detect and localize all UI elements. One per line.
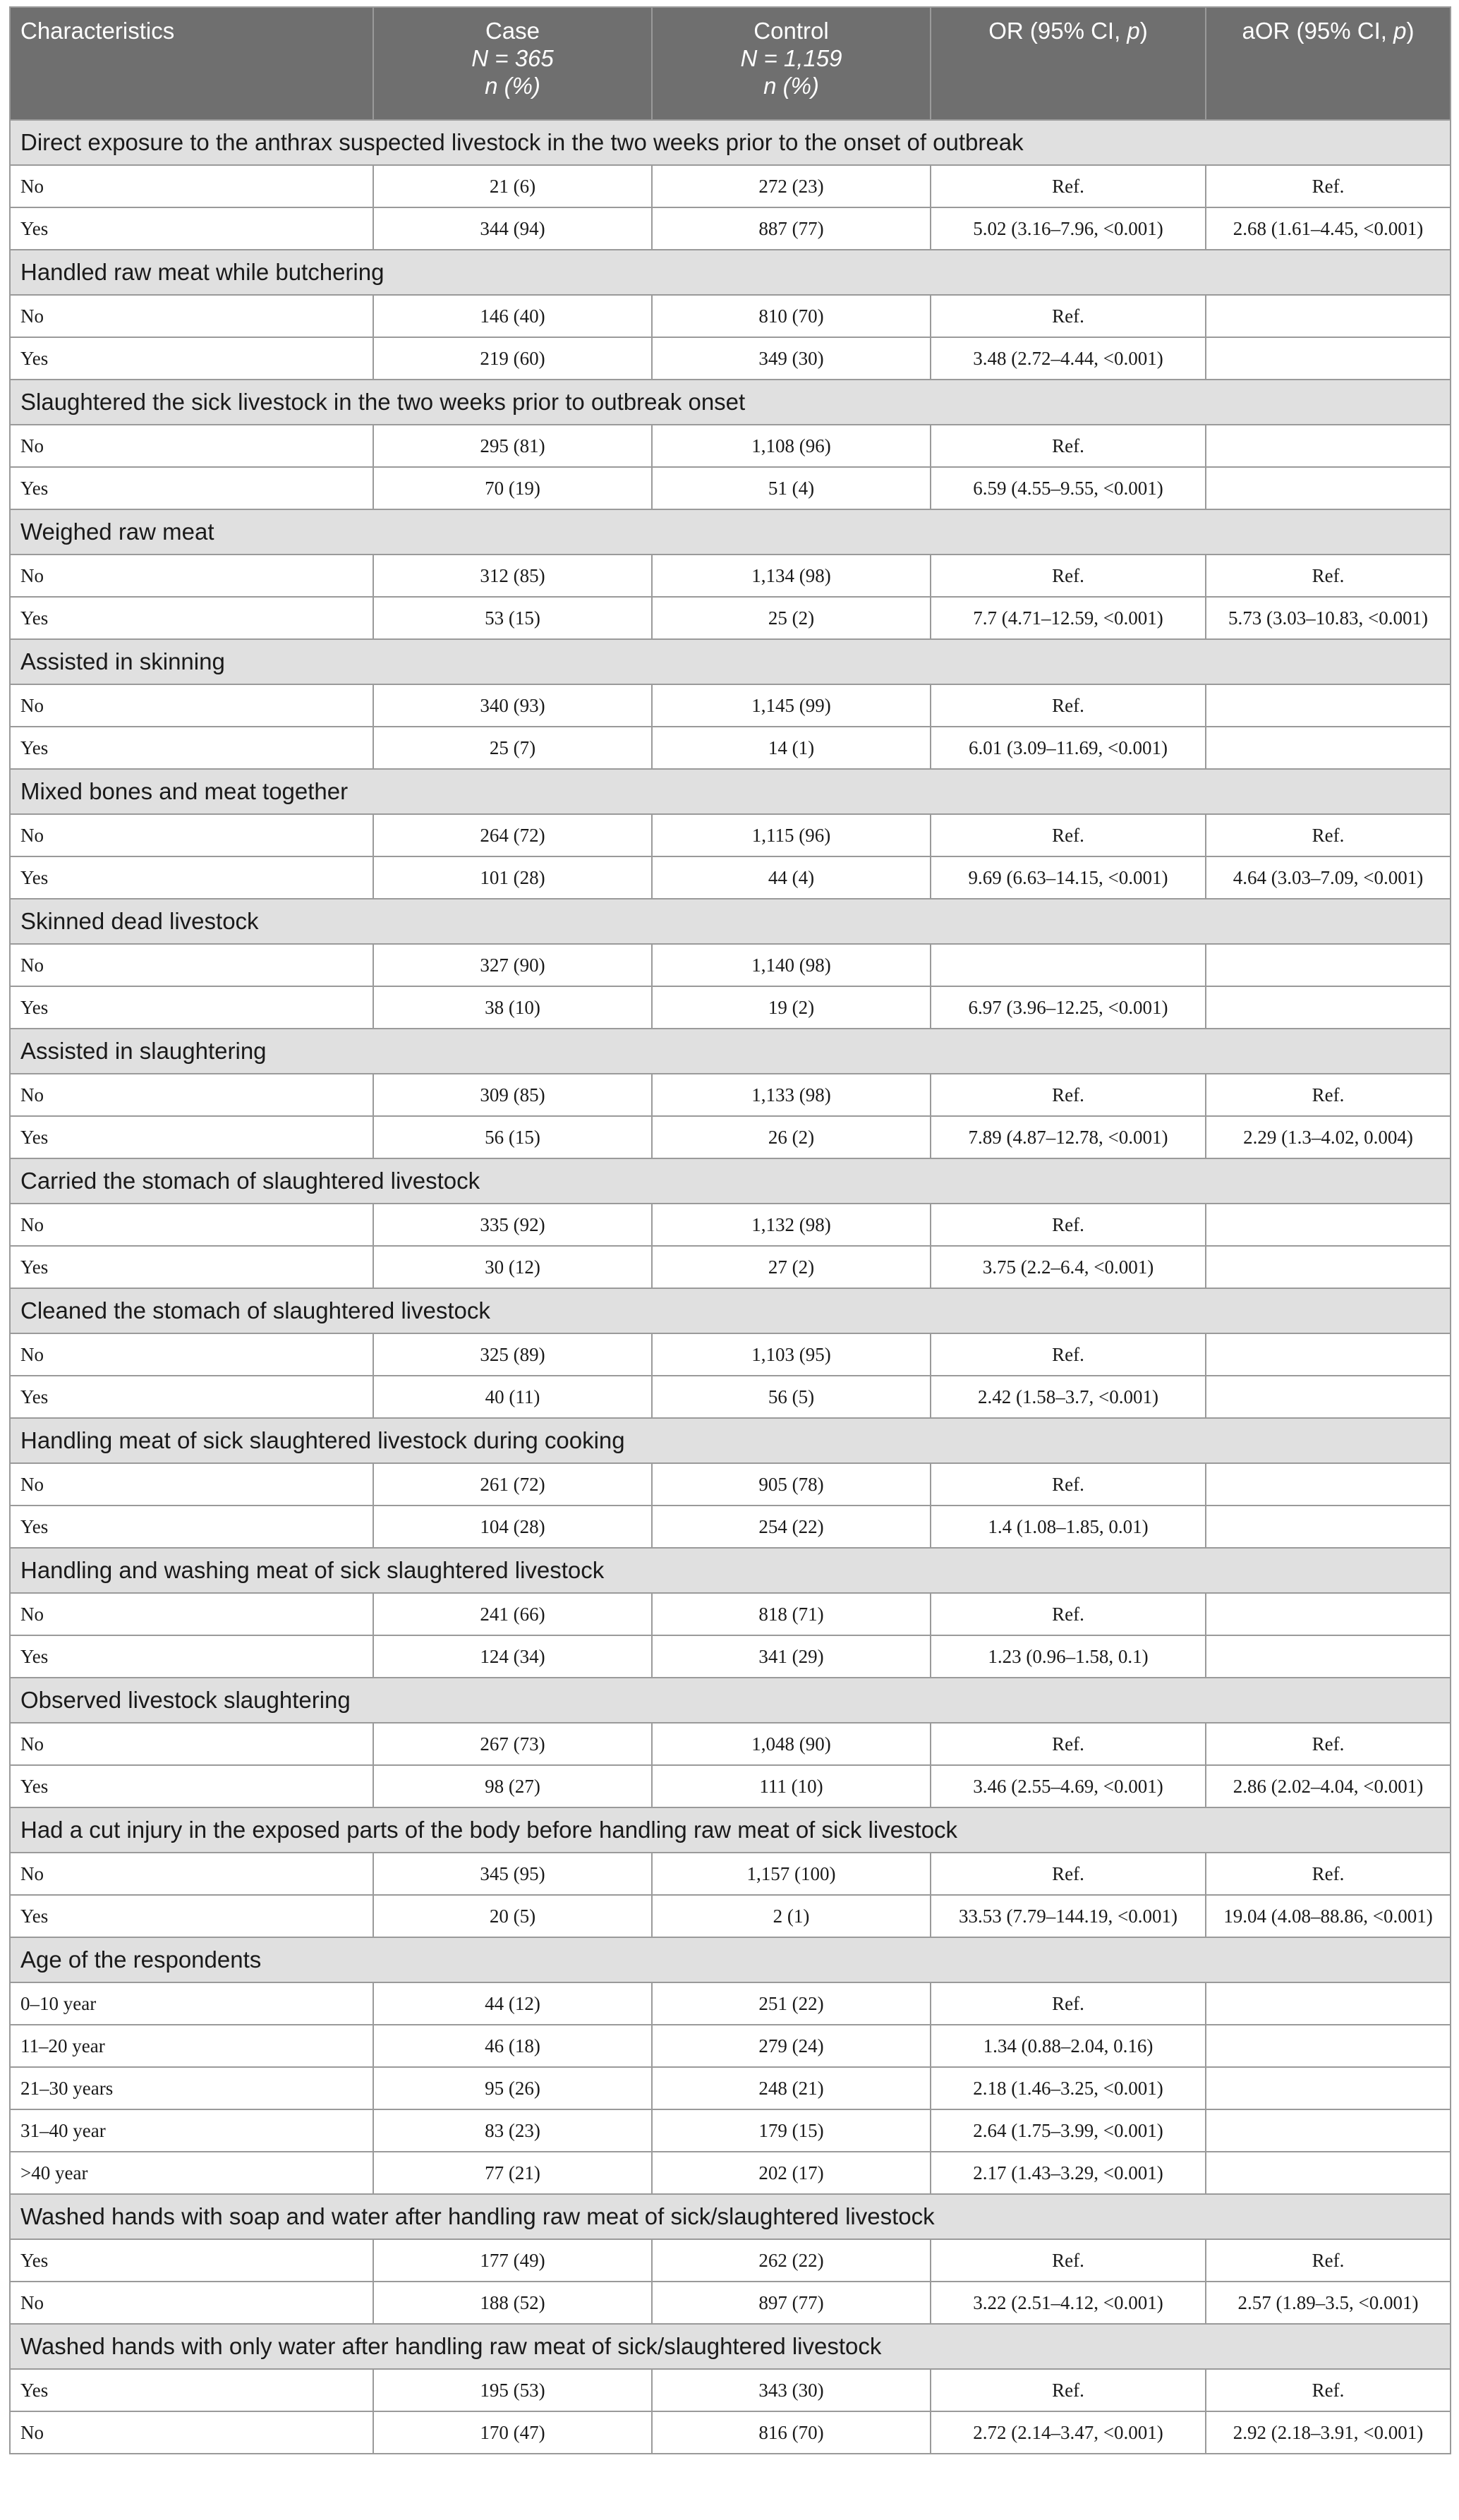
group-header-row — [10, 1029, 1451, 1074]
cell-case: 344 (94) — [373, 207, 652, 250]
cell-label: No — [10, 1074, 373, 1116]
group-header-row — [10, 1937, 1451, 1982]
cell-control: 818 (71) — [652, 1593, 931, 1635]
table-row — [10, 1376, 1451, 1418]
cell-aor: Ref. — [1206, 555, 1451, 597]
cell-aor — [1206, 1333, 1451, 1376]
group-header-row — [10, 1678, 1451, 1723]
cell-case: 264 (72) — [373, 814, 652, 856]
table-body — [10, 120, 1451, 2454]
table-row — [10, 2025, 1451, 2067]
cell-label: No — [10, 555, 373, 597]
group-title: Assisted in skinning — [10, 639, 1451, 684]
cell-aor — [1206, 295, 1451, 337]
table-row — [10, 1853, 1451, 1895]
cell-aor: Ref. — [1206, 2239, 1451, 2282]
cell-case: 20 (5) — [373, 1895, 652, 1937]
header-control — [652, 7, 931, 120]
cell-label: No — [10, 1333, 373, 1376]
cell-or: Ref. — [931, 1853, 1206, 1895]
cell-control: 279 (24) — [652, 2025, 931, 2067]
cell-label: No — [10, 165, 373, 207]
table-row — [10, 165, 1451, 207]
cell-control: 179 (15) — [652, 2109, 931, 2152]
cell-control: 887 (77) — [652, 207, 931, 250]
table-row — [10, 2239, 1451, 2282]
cell-aor — [1206, 467, 1451, 509]
cell-aor — [1206, 1246, 1451, 1288]
cell-control: 1,108 (96) — [652, 425, 931, 467]
cell-aor — [1206, 1463, 1451, 1506]
cell-aor — [1206, 684, 1451, 727]
cell-case: 98 (27) — [373, 1765, 652, 1807]
table-row — [10, 2369, 1451, 2411]
cell-control: 56 (5) — [652, 1376, 931, 1418]
cell-or: Ref. — [931, 1074, 1206, 1116]
cell-aor: Ref. — [1206, 1723, 1451, 1765]
group-title: Direct exposure to the anthrax suspected livestock in the two weeks prior to the onset of outbreak — [10, 120, 1451, 165]
cell-case: 25 (7) — [373, 727, 652, 769]
cell-or: 1.23 (0.96–1.58, 0.1) — [931, 1635, 1206, 1678]
cell-control: 1,103 (95) — [652, 1333, 931, 1376]
cell-or: 3.48 (2.72–4.44, <0.001) — [931, 337, 1206, 380]
cell-case: 53 (15) — [373, 597, 652, 639]
cell-case: 30 (12) — [373, 1246, 652, 1288]
cell-aor — [1206, 1204, 1451, 1246]
group-title: Washed hands with only water after handling raw meat of sick/slaughtered livestock — [10, 2324, 1451, 2369]
table-row — [10, 1116, 1451, 1158]
group-title: Weighed raw meat — [10, 509, 1451, 555]
table-row — [10, 1635, 1451, 1678]
table-row — [10, 1723, 1451, 1765]
cell-or: 1.4 (1.08–1.85, 0.01) — [931, 1506, 1206, 1548]
cell-or: Ref. — [931, 1463, 1206, 1506]
header-row — [10, 7, 1451, 120]
cell-label: 11–20 year — [10, 2025, 373, 2067]
group-header-row — [10, 509, 1451, 555]
cell-label: No — [10, 1204, 373, 1246]
group-header-row — [10, 380, 1451, 425]
cell-control: 341 (29) — [652, 1635, 931, 1678]
cell-control: 905 (78) — [652, 1463, 931, 1506]
cell-case: 261 (72) — [373, 1463, 652, 1506]
table-row — [10, 1982, 1451, 2025]
cell-label: 31–40 year — [10, 2109, 373, 2152]
cell-aor — [1206, 2152, 1451, 2194]
cell-aor: 2.68 (1.61–4.45, <0.001) — [1206, 207, 1451, 250]
table-row — [10, 1895, 1451, 1937]
cell-label: No — [10, 1593, 373, 1635]
cell-case: 295 (81) — [373, 425, 652, 467]
table-row — [10, 207, 1451, 250]
cell-label: Yes — [10, 207, 373, 250]
cell-case: 56 (15) — [373, 1116, 652, 1158]
cell-or: Ref. — [931, 684, 1206, 727]
cell-label: Yes — [10, 597, 373, 639]
table-row — [10, 1333, 1451, 1376]
cell-or: 6.59 (4.55–9.55, <0.001) — [931, 467, 1206, 509]
cell-control: 816 (70) — [652, 2411, 931, 2454]
header-case-n: N = 365 — [471, 44, 554, 71]
cell-aor — [1206, 1376, 1451, 1418]
cell-or: Ref. — [931, 1204, 1206, 1246]
group-title: Mixed bones and meat together — [10, 769, 1451, 814]
table-row — [10, 944, 1451, 986]
cell-aor: 2.92 (2.18–3.91, <0.001) — [1206, 2411, 1451, 2454]
cell-control: 51 (4) — [652, 467, 931, 509]
header-case-unit: n (%) — [485, 72, 540, 99]
group-title: Had a cut injury in the exposed parts of the body before handling raw meat of sick livestock — [10, 1807, 1451, 1853]
cell-aor — [1206, 2025, 1451, 2067]
group-title: Age of the respondents — [10, 1937, 1451, 1982]
cell-control: 251 (22) — [652, 1982, 931, 2025]
cell-aor: Ref. — [1206, 165, 1451, 207]
group-title: Slaughtered the sick livestock in the two weeks prior to outbreak onset — [10, 380, 1451, 425]
cell-aor — [1206, 727, 1451, 769]
risk-factor-table — [9, 6, 1451, 2454]
header-control-n: N = 1,159 — [740, 44, 842, 71]
cell-label: No — [10, 814, 373, 856]
table-row — [10, 727, 1451, 769]
cell-aor: Ref. — [1206, 1074, 1451, 1116]
header-aor: aOR (95% CI, p) — [1206, 7, 1451, 120]
cell-label: Yes — [10, 2369, 373, 2411]
cell-case: 195 (53) — [373, 2369, 652, 2411]
cell-or: Ref. — [931, 1982, 1206, 2025]
group-header-row — [10, 2324, 1451, 2369]
cell-control: 1,133 (98) — [652, 1074, 931, 1116]
group-header-row — [10, 250, 1451, 295]
cell-or: Ref. — [931, 1333, 1206, 1376]
cell-control: 19 (2) — [652, 986, 931, 1029]
cell-or: Ref. — [931, 2239, 1206, 2282]
cell-case: 146 (40) — [373, 295, 652, 337]
cell-label: Yes — [10, 727, 373, 769]
table-row — [10, 2411, 1451, 2454]
cell-aor — [1206, 2109, 1451, 2152]
cell-control: 254 (22) — [652, 1506, 931, 1548]
cell-label: No — [10, 1723, 373, 1765]
cell-label: No — [10, 684, 373, 727]
cell-case: 170 (47) — [373, 2411, 652, 2454]
cell-control: 343 (30) — [652, 2369, 931, 2411]
cell-or: Ref. — [931, 555, 1206, 597]
cell-case: 21 (6) — [373, 165, 652, 207]
cell-case: 345 (95) — [373, 1853, 652, 1895]
header-characteristics: Characteristics — [10, 7, 373, 120]
cell-label: Yes — [10, 1765, 373, 1807]
cell-control: 14 (1) — [652, 727, 931, 769]
cell-case: 327 (90) — [373, 944, 652, 986]
table-row — [10, 1506, 1451, 1548]
cell-label: Yes — [10, 467, 373, 509]
cell-or: Ref. — [931, 1593, 1206, 1635]
table-row — [10, 684, 1451, 727]
table-row — [10, 295, 1451, 337]
cell-case: 44 (12) — [373, 1982, 652, 2025]
table-row — [10, 856, 1451, 899]
cell-case: 219 (60) — [373, 337, 652, 380]
cell-label: Yes — [10, 1895, 373, 1937]
cell-control: 2 (1) — [652, 1895, 931, 1937]
cell-aor — [1206, 425, 1451, 467]
cell-or: 2.64 (1.75–3.99, <0.001) — [931, 2109, 1206, 2152]
group-title: Handled raw meat while butchering — [10, 250, 1451, 295]
cell-case: 70 (19) — [373, 467, 652, 509]
cell-aor — [1206, 1982, 1451, 2025]
cell-case: 309 (85) — [373, 1074, 652, 1116]
group-title: Cleaned the stomach of slaughtered livestock — [10, 1288, 1451, 1333]
cell-case: 340 (93) — [373, 684, 652, 727]
cell-control: 897 (77) — [652, 2282, 931, 2324]
cell-aor — [1206, 1506, 1451, 1548]
cell-case: 188 (52) — [373, 2282, 652, 2324]
cell-label: No — [10, 295, 373, 337]
cell-or: 6.97 (3.96–12.25, <0.001) — [931, 986, 1206, 1029]
cell-label: Yes — [10, 986, 373, 1029]
table-row — [10, 2067, 1451, 2109]
cell-or: 2.42 (1.58–3.7, <0.001) — [931, 1376, 1206, 1418]
cell-aor: Ref. — [1206, 1853, 1451, 1895]
cell-case: 101 (28) — [373, 856, 652, 899]
cell-control: 44 (4) — [652, 856, 931, 899]
cell-control: 25 (2) — [652, 597, 931, 639]
cell-control: 262 (22) — [652, 2239, 931, 2282]
cell-label: 0–10 year — [10, 1982, 373, 2025]
cell-label: 21–30 years — [10, 2067, 373, 2109]
header-case-label: Case — [485, 18, 540, 44]
group-title: Carried the stomach of slaughtered livestock — [10, 1158, 1451, 1204]
cell-or: 3.75 (2.2–6.4, <0.001) — [931, 1246, 1206, 1288]
cell-case: 124 (34) — [373, 1635, 652, 1678]
cell-label: No — [10, 1463, 373, 1506]
table-row — [10, 2282, 1451, 2324]
cell-or: 3.22 (2.51–4.12, <0.001) — [931, 2282, 1206, 2324]
cell-control: 26 (2) — [652, 1116, 931, 1158]
cell-control: 202 (17) — [652, 2152, 931, 2194]
cell-aor — [1206, 944, 1451, 986]
cell-case: 38 (10) — [373, 986, 652, 1029]
table-row — [10, 467, 1451, 509]
group-header-row — [10, 2194, 1451, 2239]
cell-or: 5.02 (3.16–7.96, <0.001) — [931, 207, 1206, 250]
table-row — [10, 2152, 1451, 2194]
table-row — [10, 2109, 1451, 2152]
table-row — [10, 1204, 1451, 1246]
cell-or: 3.46 (2.55–4.69, <0.001) — [931, 1765, 1206, 1807]
cell-aor: Ref. — [1206, 814, 1451, 856]
cell-or: 2.17 (1.43–3.29, <0.001) — [931, 2152, 1206, 2194]
cell-case: 325 (89) — [373, 1333, 652, 1376]
cell-label: Yes — [10, 1376, 373, 1418]
cell-or: 6.01 (3.09–11.69, <0.001) — [931, 727, 1206, 769]
cell-control: 1,134 (98) — [652, 555, 931, 597]
cell-control: 272 (23) — [652, 165, 931, 207]
cell-label: Yes — [10, 1506, 373, 1548]
cell-aor — [1206, 1635, 1451, 1678]
cell-label: No — [10, 2411, 373, 2454]
table-row — [10, 1246, 1451, 1288]
cell-control: 111 (10) — [652, 1765, 931, 1807]
cell-case: 46 (18) — [373, 2025, 652, 2067]
cell-aor — [1206, 2067, 1451, 2109]
cell-label: Yes — [10, 1246, 373, 1288]
cell-or: 7.7 (4.71–12.59, <0.001) — [931, 597, 1206, 639]
cell-control: 248 (21) — [652, 2067, 931, 2109]
cell-control: 1,157 (100) — [652, 1853, 931, 1895]
group-title: Skinned dead livestock — [10, 899, 1451, 944]
cell-label: No — [10, 2282, 373, 2324]
table-row — [10, 1463, 1451, 1506]
cell-label: Yes — [10, 337, 373, 380]
cell-label: Yes — [10, 1635, 373, 1678]
header-case — [373, 7, 652, 120]
group-header-row — [10, 1548, 1451, 1593]
group-title: Washed hands with soap and water after handling raw meat of sick/slaughtered livestock — [10, 2194, 1451, 2239]
group-header-row — [10, 120, 1451, 165]
header-control-unit: n (%) — [763, 72, 819, 99]
cell-case: 267 (73) — [373, 1723, 652, 1765]
cell-case: 312 (85) — [373, 555, 652, 597]
cell-or: 2.72 (2.14–3.47, <0.001) — [931, 2411, 1206, 2454]
cell-aor: 2.86 (2.02–4.04, <0.001) — [1206, 1765, 1451, 1807]
cell-or: 33.53 (7.79–144.19, <0.001) — [931, 1895, 1206, 1937]
group-title: Observed livestock slaughtering — [10, 1678, 1451, 1723]
cell-or: Ref. — [931, 425, 1206, 467]
cell-label: No — [10, 425, 373, 467]
cell-case: 95 (26) — [373, 2067, 652, 2109]
cell-case: 104 (28) — [373, 1506, 652, 1548]
cell-or: Ref. — [931, 165, 1206, 207]
group-header-row — [10, 1158, 1451, 1204]
cell-aor: 4.64 (3.03–7.09, <0.001) — [1206, 856, 1451, 899]
cell-case: 177 (49) — [373, 2239, 652, 2282]
group-title: Assisted in slaughtering — [10, 1029, 1451, 1074]
cell-aor — [1206, 337, 1451, 380]
cell-or: 9.69 (6.63–14.15, <0.001) — [931, 856, 1206, 899]
cell-control: 349 (30) — [652, 337, 931, 380]
group-header-row — [10, 1807, 1451, 1853]
table-row — [10, 597, 1451, 639]
cell-case: 335 (92) — [373, 1204, 652, 1246]
group-header-row — [10, 639, 1451, 684]
group-header-row — [10, 899, 1451, 944]
cell-control: 1,145 (99) — [652, 684, 931, 727]
cell-aor: 19.04 (4.08–88.86, <0.001) — [1206, 1895, 1451, 1937]
cell-or: Ref. — [931, 814, 1206, 856]
cell-case: 40 (11) — [373, 1376, 652, 1418]
table-row — [10, 986, 1451, 1029]
cell-case: 241 (66) — [373, 1593, 652, 1635]
cell-aor: 2.57 (1.89–3.5, <0.001) — [1206, 2282, 1451, 2324]
cell-control: 1,132 (98) — [652, 1204, 931, 1246]
group-header-row — [10, 1418, 1451, 1463]
cell-control: 27 (2) — [652, 1246, 931, 1288]
table-row — [10, 1074, 1451, 1116]
cell-aor: Ref. — [1206, 2369, 1451, 2411]
table-row — [10, 1593, 1451, 1635]
cell-control: 1,115 (96) — [652, 814, 931, 856]
cell-or: Ref. — [931, 295, 1206, 337]
cell-control: 1,048 (90) — [652, 1723, 931, 1765]
cell-control: 810 (70) — [652, 295, 931, 337]
cell-label: >40 year — [10, 2152, 373, 2194]
group-title: Handling and washing meat of sick slaughtered livestock — [10, 1548, 1451, 1593]
table-row — [10, 814, 1451, 856]
cell-or: 1.34 (0.88–2.04, 0.16) — [931, 2025, 1206, 2067]
cell-aor — [1206, 1593, 1451, 1635]
cell-aor: 2.29 (1.3–4.02, 0.004) — [1206, 1116, 1451, 1158]
group-header-row — [10, 1288, 1451, 1333]
cell-control: 1,140 (98) — [652, 944, 931, 986]
table-row — [10, 1765, 1451, 1807]
cell-case: 77 (21) — [373, 2152, 652, 2194]
group-header-row — [10, 769, 1451, 814]
cell-or: Ref. — [931, 2369, 1206, 2411]
cell-or — [931, 944, 1206, 986]
cell-aor — [1206, 986, 1451, 1029]
cell-label: Yes — [10, 1116, 373, 1158]
cell-label: No — [10, 1853, 373, 1895]
table-header — [10, 7, 1451, 120]
cell-label: Yes — [10, 856, 373, 899]
cell-label: Yes — [10, 2239, 373, 2282]
cell-case: 83 (23) — [373, 2109, 652, 2152]
table-row — [10, 555, 1451, 597]
cell-aor: 5.73 (3.03–10.83, <0.001) — [1206, 597, 1451, 639]
header-control-label: Control — [753, 18, 829, 44]
group-title: Handling meat of sick slaughtered livestock during cooking — [10, 1418, 1451, 1463]
cell-label: No — [10, 944, 373, 986]
cell-or: 2.18 (1.46–3.25, <0.001) — [931, 2067, 1206, 2109]
header-or: OR (95% CI, p) — [931, 7, 1206, 120]
table-row — [10, 337, 1451, 380]
cell-or: 7.89 (4.87–12.78, <0.001) — [931, 1116, 1206, 1158]
table-row — [10, 425, 1451, 467]
cell-or: Ref. — [931, 1723, 1206, 1765]
